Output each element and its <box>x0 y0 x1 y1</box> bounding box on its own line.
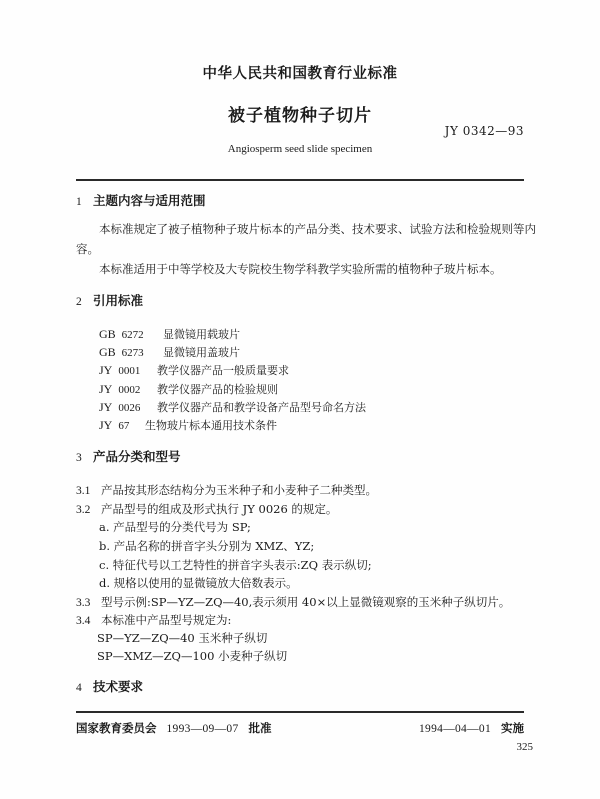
header-divider <box>76 179 524 181</box>
clause-item-b: b. 产品名称的拼音字头分别为 XMZ、YZ; <box>99 539 315 553</box>
section-number: 2 <box>76 296 82 308</box>
section-number: 4 <box>76 682 82 694</box>
reference-item: JY 67 生物玻片标本通用技术条件 <box>99 417 277 432</box>
reference-list <box>99 326 366 435</box>
section-3-heading <box>76 447 181 465</box>
section-title: 主题内容与适用范围 <box>93 193 206 208</box>
reference-title: 教学仪器产品一般质量要求 <box>157 364 289 378</box>
reference-item: JY 0026 教学仪器产品和教学设备产品型号命名方法 <box>99 399 366 414</box>
clause-item-d: d. 规格以使用的显微镜放大倍数表示。 <box>99 576 298 590</box>
reference-title: 教学仪器产品的检验规则 <box>157 382 278 396</box>
section-title: 引用标准 <box>93 293 144 308</box>
section-title: 产品分类和型号 <box>93 449 181 464</box>
approval-label: 批准 <box>248 721 272 735</box>
standard-category: 中华人民共和国教育行业标准 <box>202 66 398 82</box>
s1-paragraph-2: 本标准适用于中等学校及大专院校生物学科教学实验所需的植物种子玻片标本。 <box>99 262 502 276</box>
section-number: 1 <box>76 196 82 208</box>
clause-item-c: c. 特征代号以工艺特性的拼音字头表示:ZQ 表示纵切; <box>99 558 372 572</box>
section-2-heading <box>76 291 143 309</box>
footer-divider <box>76 711 524 713</box>
page-number: 325 <box>516 741 533 753</box>
implementation-date: 1994—04—01 <box>419 723 491 735</box>
model-xmz: SP—XMZ—ZQ—100 小麦种子纵切 <box>97 649 288 663</box>
clause-3-2: 3.2 产品型号的组成及形式执行 JY 0026 的规定。 <box>76 502 338 516</box>
reference-title: 教学仪器产品和教学设备产品型号命名方法 <box>157 400 366 414</box>
issuing-authority: 国家教育委员会 <box>76 721 157 735</box>
s1-paragraph-1-line-1: 本标准规定了被子植物种子玻片标本的产品分类、技术要求、试验方法和检验规则等内 <box>99 222 536 236</box>
section-4-heading <box>76 677 143 695</box>
reference-item: JY 0001 教学仪器产品一般质量要求 <box>99 363 289 378</box>
section-number: 3 <box>76 452 82 464</box>
reference-item: JY 0002 教学仪器产品的检验规则 <box>99 381 278 396</box>
reference-item: GB 6273 显微镜用盖玻片 <box>99 345 240 360</box>
section-title: 技术要求 <box>93 679 144 694</box>
reference-title: 显微镜用载玻片 <box>163 328 240 341</box>
approval-date: 1993—09—07 <box>166 723 239 735</box>
implementation-label: 实施 <box>501 721 524 735</box>
implementation-line <box>409 720 524 736</box>
approval-line <box>76 720 272 736</box>
section-1-heading <box>76 191 206 209</box>
clause-3-3: 3.3 型号示例:SP—YZ—ZQ—40,表示须用 40×以上显微镜观察的玉米种子纵切片。 <box>76 595 511 609</box>
clause-3-4: 3.4 本标准中产品型号规定为: <box>76 613 232 627</box>
model-yz: SP—YZ—ZQ—40 玉米种子纵切 <box>97 631 268 645</box>
clause-item-a: a. 产品型号的分类代号为 SP; <box>99 520 251 534</box>
s1-paragraph-1-line-2: 容。 <box>76 242 99 256</box>
document-title: 被子植物种子切片 <box>228 106 372 126</box>
clause-3-1: 3.1 产品按其形态结构分为玉米种子和小麦种子二种类型。 <box>76 483 377 497</box>
reference-title: 生物玻片标本通用技术条件 <box>145 418 277 432</box>
english-title: Angiosperm seed slide specimen <box>227 143 373 155</box>
standard-code: JY 0342—93 <box>444 124 524 138</box>
reference-title: 显微镜用盖玻片 <box>163 346 240 360</box>
reference-item: GB 6272 显微镜用载玻片 <box>99 327 240 341</box>
